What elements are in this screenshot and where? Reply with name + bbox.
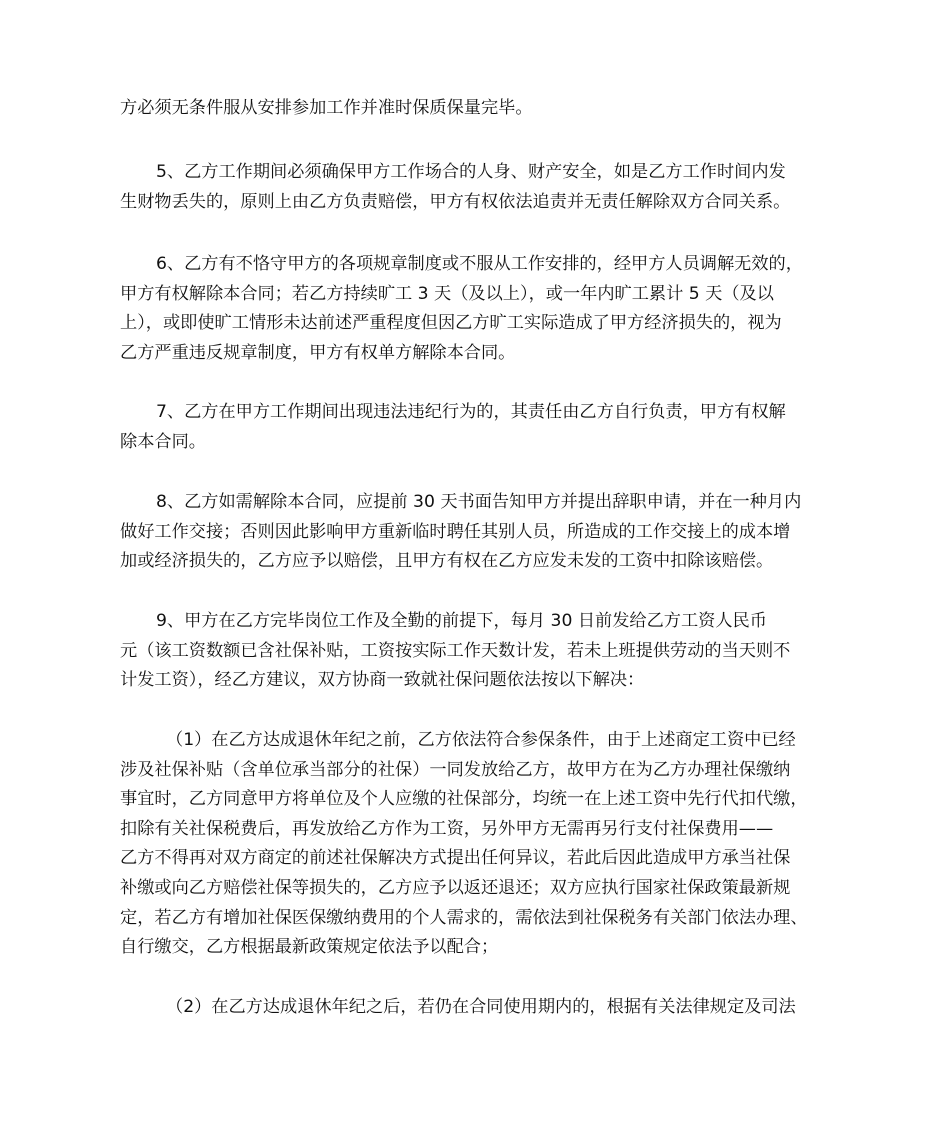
text-line: （2）在乙方达成退休年纪之后，若仍在合同使用期内的，根据有关法律规定及司法 xyxy=(166,997,796,1017)
text-line: 方必须无条件服从安排参加工作并准时保质保量完毕。 xyxy=(120,98,533,118)
text-line: 乙方严重违反规章制度，甲方有权单方解除本合同。 xyxy=(120,342,516,363)
text-line: 元（该工资数额已含社保补贴，工资按实际工作天数计发，若未上班提供劳动的当天则不 xyxy=(120,640,791,661)
text-line: 5、乙方工作期间必须确保甲方工作场合的人身、财产安全，如是乙方工作时间内发 xyxy=(156,162,786,182)
paragraph-clause-7 xyxy=(120,398,840,457)
text-line: 6、乙方有不恪守甲方的各项规章制度或不服从工作安排的，经甲方人员调解无效的， xyxy=(156,254,803,274)
text-line: 事宜时，乙方同意甲方将单位及个人应缴的社保部分，均统一在上述工资中先行代扣代缴， xyxy=(120,789,808,810)
text-line: 8、乙方如需解除本合同，应提前 30 天书面告知甲方并提出辞职申请，并在一种月内 xyxy=(156,492,802,512)
paragraph-continuation xyxy=(120,94,840,124)
text-line: 补缴或向乙方赔偿社保等损失的，乙方应予以返还退还；双方应执行国家社保政策最新规 xyxy=(120,877,791,898)
text-line: 乙方不得再对双方商定的前述社保解决方式提出任何异议，若此后因此造成甲方承当社保 xyxy=(120,848,791,869)
text-line: 除本合同。 xyxy=(120,431,206,452)
text-line: 做好工作交接；否则因此影响甲方重新临时聘任其别人员，所造成的工作交接上的成本增 xyxy=(120,521,791,542)
text-line: 生财物丢失的，原则上由乙方负责赔偿，甲方有权依法追责并无责任解除双方合同关系。 xyxy=(120,191,791,212)
text-line: 7、乙方在甲方工作期间出现违法违纪行为的，其责任由乙方自行负责，甲方有权解 xyxy=(156,402,786,422)
text-line: 甲方有权解除本合同；若乙方持续旷工 3 天（及以上），或一年内旷工累计 5 天（及以 xyxy=(120,283,774,304)
paragraph-clause-8 xyxy=(120,488,840,577)
paragraph-clause-9-2 xyxy=(120,993,840,1023)
text-line: 涉及社保补贴（含单位承当部分的社保）一同发放给乙方，故甲方在为乙方办理社保缴纳 xyxy=(120,759,791,780)
text-line: 定，若乙方有增加社保医保缴纳费用的个人需求的，需依法到社保税务有关部门依法办理、 xyxy=(120,907,808,928)
paragraph-clause-5 xyxy=(120,158,840,217)
text-line: 扣除有关社保税费后，再发放给乙方作为工资，另外甲方无需再另行支付社保费用—— xyxy=(120,818,774,839)
text-line: 上），或即使旷工情形未达前述严重程度但因乙方旷工实际造成了甲方经济损失的，视为 xyxy=(120,313,782,334)
paragraph-clause-9-1 xyxy=(120,726,840,963)
text-line: 计发工资），经乙方建议，双方协商一致就社保问题依法按以下解决： xyxy=(120,670,645,691)
paragraph-clause-9 xyxy=(120,607,840,696)
text-line: 加或经济损失的，乙方应予以赔偿，且甲方有权在乙方应发未发的工资中扣除该赔偿。 xyxy=(120,551,774,572)
text-line: 9、甲方在乙方完毕岗位工作及全勤的前提下，每月 30 日前发给乙方工资人民币 xyxy=(156,611,767,631)
paragraph-clause-6 xyxy=(120,250,840,368)
text-line: 自行缴交，乙方根据最新政策规定依法予以配合； xyxy=(120,937,499,958)
text-line: （1）在乙方达成退休年纪之前，乙方依法符合参保条件，由于上述商定工资中已经 xyxy=(166,730,796,750)
